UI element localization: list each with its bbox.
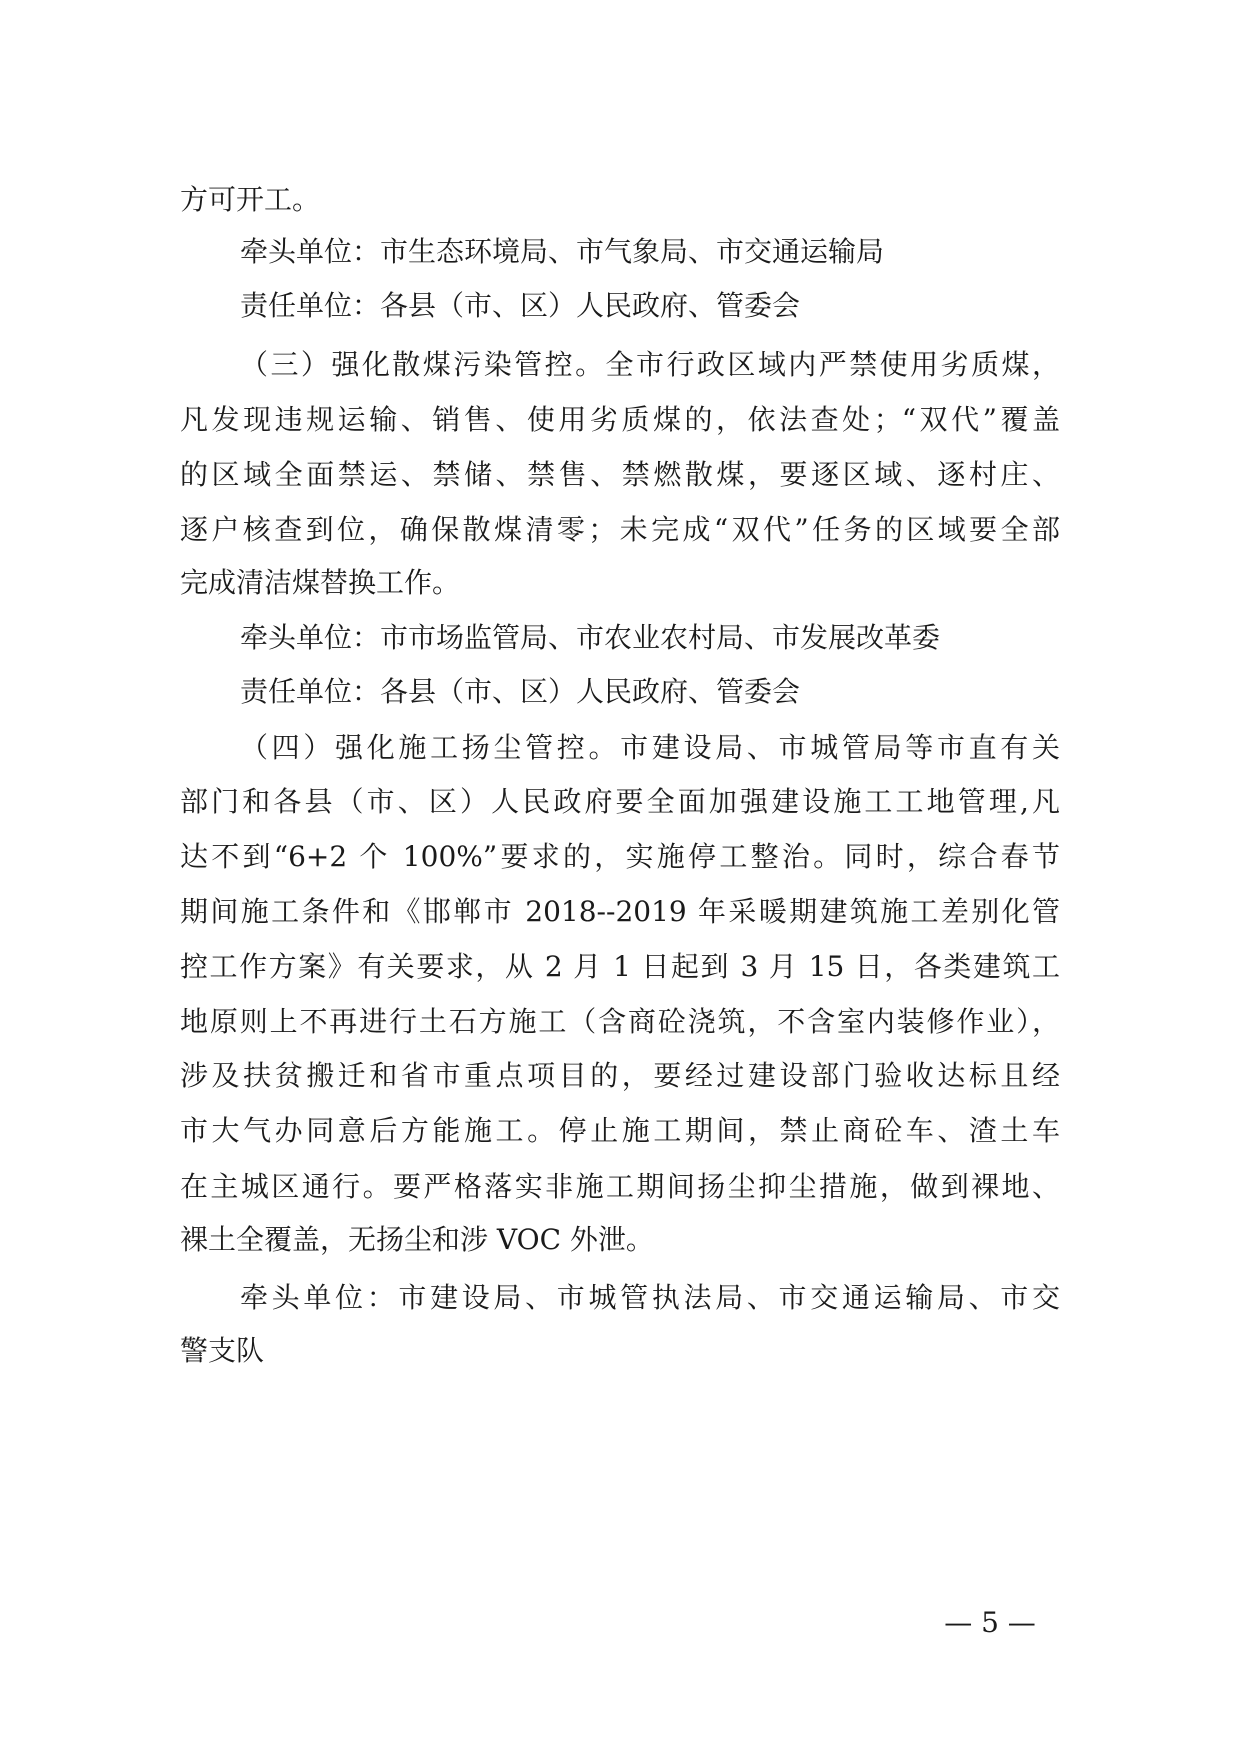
text-line: 市大气办同意后方能施工。停止施工期间，禁止商砼车、渣土车	[180, 1114, 1060, 1147]
text-line: 的区域全面禁运、禁储、禁售、禁燃散煤，要逐区域、逐村庄、	[180, 458, 1060, 491]
text-line: 达不到“6+2 个 100%”要求的，实施停工整治。同时，综合春节	[180, 840, 1060, 873]
text-line: 逐户核查到位，确保散煤清零；未完成“双代”任务的区域要全部	[180, 513, 1060, 546]
text-line: 部门和各县（市、区）人民政府要全面加强建设施工工地管理,凡	[180, 785, 1060, 818]
text-line: 方可开工。	[180, 183, 321, 216]
page-number: — 5 —	[944, 1606, 1036, 1639]
text-line: 涉及扶贫搬迁和省市重点项目的，要经过建设部门验收达标且经	[180, 1059, 1060, 1092]
lead-unit-line: 牵头单位：市建设局、市城管执法局、市交通运输局、市交	[240, 1281, 1060, 1314]
text-line: 期间施工条件和《邯郸市 2018--2019 年采暖期建筑施工差别化管	[180, 895, 1060, 928]
lead-unit-line: 牵头单位：市生态环境局、市气象局、市交通运输局	[240, 235, 885, 268]
responsible-unit-line: 责任单位：各县（市、区）人民政府、管委会	[240, 289, 801, 322]
section-heading-line: （四）强化施工扬尘管控。市建设局、市城管局等市直有关	[240, 731, 1060, 764]
section-heading-line: （三）强化散煤污染管控。全市行政区域内严禁使用劣质煤，	[240, 348, 1060, 381]
text-line: 警支队	[180, 1334, 265, 1367]
lead-unit-line: 牵头单位：市市场监管局、市农业农村局、市发展改革委	[240, 621, 941, 654]
responsible-unit-line: 责任单位：各县（市、区）人民政府、管委会	[240, 675, 801, 708]
text-line: 地原则上不再进行土石方施工（含商砼浇筑，不含室内装修作业），	[180, 1005, 1060, 1038]
text-line: 完成清洁煤替换工作。	[180, 566, 461, 599]
text-line: 在主城区通行。要严格落实非施工期间扬尘抑尘措施，做到裸地、	[180, 1170, 1060, 1203]
text-line: 裸土全覆盖，无扬尘和涉 VOC 外泄。	[180, 1223, 654, 1256]
text-line: 控工作方案》有关要求，从 2 月 1 日起到 3 月 15 日，各类建筑工	[180, 950, 1060, 983]
text-line: 凡发现违规运输、销售、使用劣质煤的，依法查处；“双代”覆盖	[180, 403, 1060, 436]
